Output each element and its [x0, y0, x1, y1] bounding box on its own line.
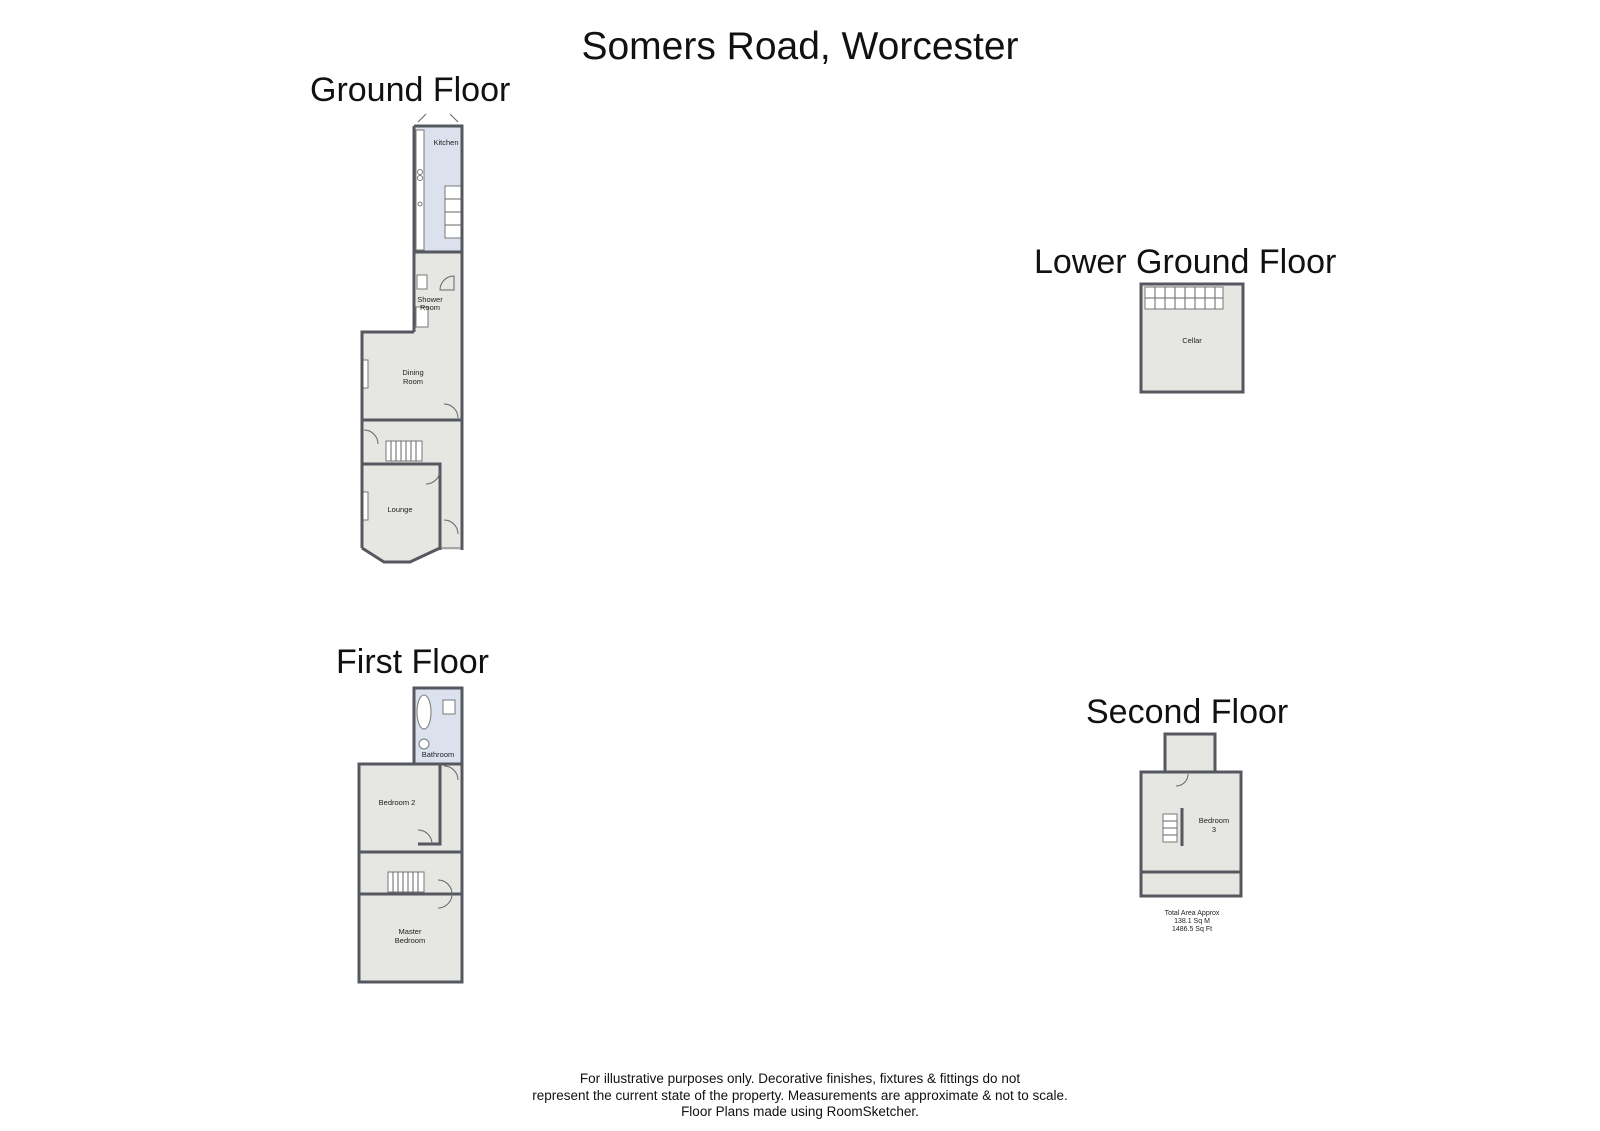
french-door-icon	[418, 114, 458, 122]
second-floor-landing	[1165, 734, 1215, 772]
dining-room-label-2: Room	[402, 377, 424, 386]
shower-room-label-2: Room	[419, 303, 441, 312]
second-floor-title: Second Floor	[1086, 693, 1289, 731]
bedroom-3-label-1: Bedroom	[1198, 816, 1230, 825]
kitchen-counter	[416, 130, 424, 250]
lounge-label: Lounge	[387, 505, 413, 514]
page-title: Somers Road, Worcester	[581, 25, 1019, 68]
sink-icon	[418, 202, 422, 206]
bathroom-label: Bathroom	[421, 750, 455, 759]
toilet-icon	[417, 275, 427, 289]
bathtub-icon	[417, 695, 431, 729]
disclaimer-line-3: Floor Plans made using RoomSketcher.	[681, 1104, 919, 1119]
dining-fireplace	[363, 360, 368, 388]
basin-icon	[419, 739, 429, 749]
dining-room-label-1: Dining	[402, 368, 424, 377]
bedroom-2-area	[359, 764, 462, 852]
bedroom-2-label: Bedroom 2	[378, 798, 416, 807]
cellar-label: Cellar	[1182, 336, 1202, 345]
bedroom-3-label-2: 3	[1211, 825, 1217, 834]
toilet-icon	[443, 700, 455, 714]
total-area-box	[1142, 910, 1242, 934]
shower-room-label-1: Shower	[417, 295, 443, 304]
disclaimer	[0, 1071, 1600, 1121]
lounge-fireplace	[363, 492, 368, 520]
master-bedroom-label-1: Master	[398, 927, 422, 936]
lower-ground-floor-title: Lower Ground Floor	[1034, 243, 1337, 281]
total-area-sqft: 1486.5 Sq Ft	[1171, 926, 1213, 933]
total-area-sqm: 138.1 Sq M	[1174, 918, 1210, 925]
hob-icon	[418, 170, 423, 175]
ground-floor-title: Ground Floor	[310, 71, 511, 109]
first-floor-title: First Floor	[336, 643, 489, 681]
kitchen-label: Kitchen	[433, 138, 459, 147]
bedroom-3-area	[1141, 772, 1241, 896]
master-bedroom-label-2: Bedroom	[394, 936, 426, 945]
disclaimer-line-2: represent the current state of the property. Measurements are approximate & not to scale.	[532, 1087, 1068, 1103]
disclaimer-line-1: For illustrative purposes only. Decorative finishes, fixtures & fittings do not	[579, 1071, 1021, 1086]
total-area-label: Total Area Approx	[1164, 910, 1220, 917]
